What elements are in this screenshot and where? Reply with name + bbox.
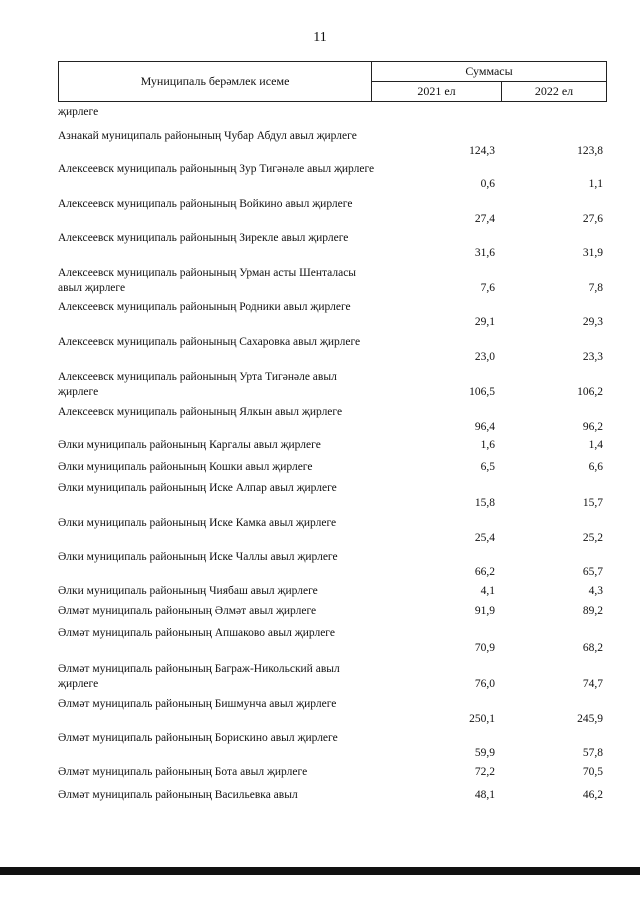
value-2021: 25,4 (474, 532, 495, 544)
value-2021: 1,6 (480, 439, 495, 451)
value-2022: 31,9 (582, 247, 603, 259)
municipality-name: Әлки муниципаль районының Иске Чаллы авыл җирлеге (58, 551, 338, 563)
municipality-name: Әлки муниципаль районының Иске Алпар авыл җирлеге (58, 482, 337, 494)
value-2021: 124,3 (469, 145, 495, 157)
value-2022: 74,7 (582, 678, 603, 690)
value-2021: 70,9 (474, 642, 495, 654)
value-2021: 15,8 (474, 497, 495, 509)
value-2022: 25,2 (582, 532, 603, 544)
value-2022: 46,2 (582, 789, 603, 801)
value-2021: 48,1 (474, 789, 495, 801)
municipality-name: Азнакай муниципаль районының Чубар Абдул авыл җирлеге (58, 130, 357, 142)
value-2022: 7,8 (588, 282, 603, 294)
value-2021: 96,4 (474, 421, 495, 433)
table-header (58, 61, 607, 102)
municipality-name: Алексеевск муниципаль районының Родники авыл җирлеге (58, 301, 351, 313)
value-2021: 23,0 (474, 351, 495, 363)
page-number: 11 (313, 30, 327, 45)
municipality-name: Алексеевск муниципаль районының Войкино авыл җирлеге (58, 198, 353, 210)
municipality-name: Әлмәт муниципаль районының Баграж-Никольский авыл җирлеге (58, 663, 340, 690)
municipality-name: Әлки муниципаль районының Чиябаш авыл җирлеге (58, 585, 318, 597)
value-2022: 4,3 (588, 585, 603, 597)
municipality-name: Алексеевск муниципаль районының Зур Тигәнәле авыл җирлеге (58, 163, 375, 175)
municipality-name: Әлки муниципаль районының Кошки авыл җирлеге (58, 461, 313, 473)
value-2022: 15,7 (582, 497, 603, 509)
value-2022: 27,6 (582, 213, 603, 225)
scan-bottom-bar (0, 867, 640, 875)
value-2021: 31,6 (474, 247, 495, 259)
value-2021: 66,2 (474, 566, 495, 578)
value-2022: 1,4 (588, 439, 603, 451)
value-2021: 7,6 (480, 282, 495, 294)
value-2022: 96,2 (582, 421, 603, 433)
value-2021: 250,1 (469, 713, 495, 725)
value-2022: 123,8 (577, 145, 603, 157)
value-2021: 76,0 (474, 678, 495, 690)
value-2021: 4,1 (480, 585, 495, 597)
value-2021: 91,9 (474, 605, 495, 617)
value-2022: 106,2 (577, 386, 603, 398)
municipality-name: Алексеевск муниципаль районының Урта Тигәнәле авыл җирлеге (58, 371, 337, 398)
value-2021: 0,6 (480, 178, 495, 190)
value-2021: 59,9 (474, 747, 495, 759)
value-2021: 6,5 (480, 461, 495, 473)
value-2021: 72,2 (474, 766, 495, 778)
value-2021: 27,4 (474, 213, 495, 225)
municipality-name: Әлмәт муниципаль районының Бота авыл җирлеге (58, 766, 308, 778)
municipality-name: Алексеевск муниципаль районының Сахаровка авыл җирлеге (58, 336, 361, 348)
value-2022: 23,3 (582, 351, 603, 363)
municipality-name: Әлмәт муниципаль районының Әлмәт авыл җирлеге (58, 605, 317, 617)
value-2022: 6,6 (588, 461, 603, 473)
value-2022: 89,2 (582, 605, 603, 617)
municipality-name: Алексеевск муниципаль районының Урман асты Шенталасы авыл җирлеге (58, 267, 357, 294)
municipality-name: Әлмәт муниципаль районының Бишмунча авыл җирлеге (58, 698, 337, 710)
municipality-name: Әлмәт муниципаль районының Васильевка авыл (58, 789, 298, 801)
value-2022: 68,2 (582, 642, 603, 654)
value-2021: 106,5 (469, 386, 495, 398)
continuation-text: җирлеге (58, 106, 99, 118)
value-2022: 57,8 (582, 747, 603, 759)
header-year-2022: 2022 ел (501, 81, 607, 102)
value-2022: 29,3 (582, 316, 603, 328)
municipality-name: Алексеевск муниципаль районының Зирекле авыл җирлеге (58, 232, 349, 244)
value-2021: 29,1 (474, 316, 495, 328)
header-year-2021: 2021 ел (371, 81, 502, 102)
value-2022: 70,5 (582, 766, 603, 778)
municipality-name: Әлмәт муниципаль районының Борискино авыл җирлеге (58, 732, 338, 744)
value-2022: 65,7 (582, 566, 603, 578)
value-2022: 1,1 (588, 178, 603, 190)
header-name-column: Муниципаль берәмлек исеме (58, 61, 372, 102)
value-2022: 245,9 (577, 713, 603, 725)
municipality-name: Әлки муниципаль районының Иске Камка авыл җирлеге (58, 517, 337, 529)
header-sum-column: Суммасы (371, 61, 607, 82)
municipality-name: Алексеевск муниципаль районының Ялкын авыл җирлеге (58, 406, 343, 418)
municipality-name: Әлки муниципаль районының Каргалы авыл җирлеге (58, 439, 321, 451)
municipality-name: Әлмәт муниципаль районының Апшаково авыл җирлеге (58, 627, 335, 639)
